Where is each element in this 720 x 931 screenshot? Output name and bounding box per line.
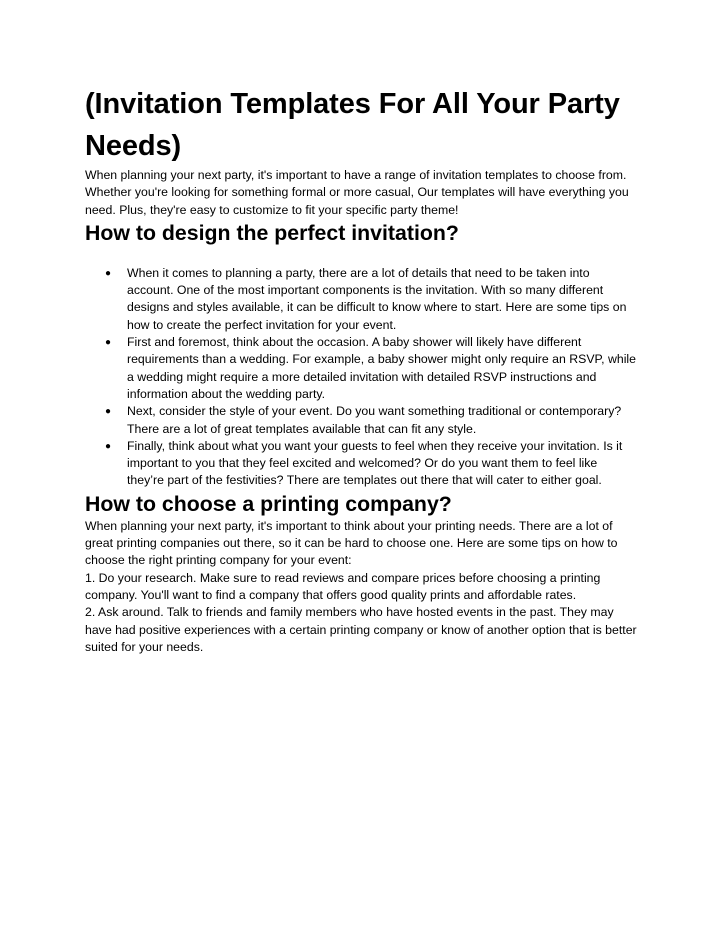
list-item-text: First and foremost, think about the occasion. A baby shower will likely have different requirements than a wedding. For example, a baby shower might only require an RSVP, while a wedding might require a more detailed invitation with detailed RSVP instructions and information about the wedding party. [127, 335, 636, 401]
list-item [85, 438, 637, 490]
bullet-icon: ● [105, 267, 112, 279]
list-item-text: Next, consider the style of your event. Do you want something traditional or contemporary? There are a lot of great templates available that can fit any style. [127, 404, 622, 436]
list-item [85, 334, 637, 403]
printing-intro-paragraph: When planning your next party, it's important to think about your printing needs. There are a lot of great printing companies out there, so it can be hard to choose one. Here are some tips on how to choose the right printing company for your event: [85, 518, 618, 568]
list-item [85, 403, 637, 438]
printing-tip-ask-around: 2. Ask around. Talk to friends and family members who have hosted events in the past. They may have had positive experiences with a certain printing company or know of another option that is better suited for your needs. [85, 605, 637, 654]
intro-paragraph: When planning your next party, it's important to have a range of invitation templates to choose from. Whether you're looking for something formal or more casual, Our templates will have everything you need. Plus, they're easy to customize to fit your specific party theme! [85, 168, 629, 217]
section-heading-printing: How to choose a printing company? [85, 491, 452, 516]
printing-tip-research: 1. Do your research. Make sure to read reviews and compare prices before choosing a printing company. You'll want to find a company that offers good quality prints and affordable rates. [85, 570, 601, 602]
document-title: (Invitation Templates For All Your Party Needs) [85, 88, 620, 162]
design-tips-list [85, 265, 637, 490]
bullet-icon: ● [105, 406, 112, 418]
section-heading-design: How to design the perfect invitation? [85, 220, 459, 245]
list-item-text: When it comes to planning a party, there are a lot of details that need to be taken into account. One of the most important components is the invitation. With so many different designs and styles available, it can be difficult to know where to start. Here are some tips on how to create the perfect invitation for your event. [127, 265, 627, 332]
bullet-icon: ● [105, 440, 112, 452]
list-item [85, 265, 637, 334]
list-item-text: Finally, think about what you want your guests to feel when they receive your invitation. Is it important to you that they feel excited and welcomed? Or do you want them to feel like they’re part of the festivities? There are templates out there that will cater to either goal. [127, 438, 623, 488]
bullet-icon: ● [105, 337, 112, 349]
document-page [85, 83, 637, 656]
